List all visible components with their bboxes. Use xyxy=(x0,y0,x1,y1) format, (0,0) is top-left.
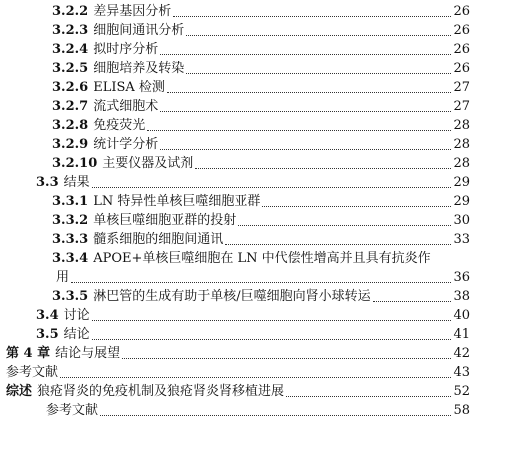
toc-page-number: 29 xyxy=(453,194,470,209)
toc-entry-title: 结论 xyxy=(63,327,90,342)
toc-entry-label xyxy=(52,137,158,152)
toc-page-number: 41 xyxy=(453,327,470,342)
toc-page-number: 52 xyxy=(453,384,470,399)
toc-entry-label xyxy=(52,251,431,266)
toc-page-number: 26 xyxy=(453,42,470,57)
toc-page-number: 30 xyxy=(453,213,470,228)
toc-page-number: 28 xyxy=(453,118,470,133)
toc-entry-title: 细胞培养及转染 xyxy=(93,61,185,76)
toc-page-number: 28 xyxy=(453,137,470,152)
toc-entry-number: 3.3 xyxy=(36,175,59,190)
toc-entry-number: 3.5 xyxy=(36,327,59,342)
toc-entry-title: 淋巴管的生成有助于单核/巨噬细胞向肾小球转运 xyxy=(93,289,371,304)
toc-page-number: 58 xyxy=(453,403,470,418)
toc-entry-number: 第 4 章 xyxy=(6,346,51,361)
toc-entry-label xyxy=(52,156,193,171)
dot-leader xyxy=(262,206,451,207)
toc-entry-title: 参考文献 xyxy=(6,365,59,380)
dot-leader xyxy=(100,415,451,416)
dot-leader xyxy=(92,187,451,188)
toc-page-number: 26 xyxy=(453,61,470,76)
toc-entry[interactable] xyxy=(52,2,470,21)
toc-entry[interactable] xyxy=(52,40,470,59)
toc-entry-title: 统计学分析 xyxy=(93,137,159,152)
toc-entry-title: 狼疮肾炎的免疫机制及狼疮肾炎肾移植进展 xyxy=(37,384,285,399)
toc-entry-number: 3.2.3 xyxy=(52,23,89,38)
toc-entry[interactable] xyxy=(52,59,470,78)
dot-leader xyxy=(160,111,451,112)
toc-entry-number: 3.2.9 xyxy=(52,137,89,152)
toc-entry[interactable] xyxy=(6,382,470,401)
toc-entry-label xyxy=(36,308,90,323)
toc-entry[interactable] xyxy=(6,344,470,363)
toc-entry-continuation[interactable] xyxy=(56,268,470,287)
toc-entry[interactable] xyxy=(52,211,470,230)
dot-leader xyxy=(186,35,451,36)
toc-entry-label xyxy=(52,99,158,114)
toc-entry-label xyxy=(52,4,171,19)
dot-leader xyxy=(160,149,451,150)
toc-entry-label xyxy=(6,384,284,399)
toc-entry[interactable] xyxy=(52,21,470,40)
dot-leader xyxy=(186,73,451,74)
toc-entry-label xyxy=(52,42,158,57)
toc-page-number: 28 xyxy=(453,156,470,171)
toc-entry[interactable] xyxy=(52,154,470,173)
dot-leader xyxy=(160,54,451,55)
toc-entry-title: 结果 xyxy=(63,175,90,190)
toc-entry[interactable] xyxy=(52,287,470,306)
toc-entry[interactable] xyxy=(52,230,470,249)
toc-entry[interactable] xyxy=(36,173,470,192)
toc-entry-number: 3.2.10 xyxy=(52,156,98,171)
dot-leader xyxy=(373,301,451,302)
toc-entry-label xyxy=(52,80,165,95)
toc-entry-number: 3.2.7 xyxy=(52,99,89,114)
toc-entry-label xyxy=(52,23,184,38)
toc-entry[interactable] xyxy=(52,78,470,97)
dot-leader xyxy=(167,92,451,93)
toc-entry-number: 3.3.3 xyxy=(52,232,89,247)
toc-page-number: 33 xyxy=(453,232,470,247)
toc-page-number: 27 xyxy=(453,99,470,114)
toc-entry-label xyxy=(6,365,58,380)
toc-entry-label xyxy=(46,403,98,418)
toc-entry-title-continuation: 用 xyxy=(56,270,70,285)
toc-entry-title: 主要仪器及试剂 xyxy=(102,156,194,171)
toc-entry-number: 综述 xyxy=(6,384,33,399)
dot-leader xyxy=(225,244,451,245)
toc-entry-label xyxy=(52,213,236,228)
toc-page-number: 42 xyxy=(453,346,470,361)
toc-entry-title: LN 特异性单核巨噬细胞亚群 xyxy=(93,194,261,209)
toc-entry-number: 3.2.6 xyxy=(52,80,89,95)
toc-entry-title: 差异基因分析 xyxy=(93,4,172,19)
toc-entry[interactable] xyxy=(52,135,470,154)
toc-page-number: 36 xyxy=(453,270,470,285)
dot-leader xyxy=(286,396,451,397)
toc-page-number: 38 xyxy=(453,289,470,304)
toc-entry-label xyxy=(52,289,371,304)
toc-entry-number: 3.2.4 xyxy=(52,42,89,57)
toc-entry[interactable] xyxy=(36,325,470,344)
toc-entry-title: 细胞间通讯分析 xyxy=(93,23,185,38)
toc-entry[interactable] xyxy=(6,363,470,382)
toc-entry-number: 3.2.2 xyxy=(52,4,89,19)
toc-page-number: 29 xyxy=(453,175,470,190)
toc-entry-number: 3.2.5 xyxy=(52,61,89,76)
toc-entry[interactable] xyxy=(52,192,470,211)
toc-entry-title: 单核巨噬细胞亚群的投射 xyxy=(93,213,237,228)
toc-entry-title: 髓系细胞的细胞间通讯 xyxy=(93,232,224,247)
toc-entry-title: 流式细胞术 xyxy=(93,99,159,114)
dot-leader xyxy=(195,168,451,169)
dot-leader xyxy=(92,339,451,340)
dot-leader xyxy=(147,130,451,131)
toc-entry-title: 讨论 xyxy=(63,308,90,323)
toc-entry-label xyxy=(6,346,120,361)
toc-entry-title: 结论与展望 xyxy=(55,346,121,361)
toc-entry-title: 免疫荧光 xyxy=(93,118,146,133)
dot-leader xyxy=(92,320,451,321)
toc-entry-title: 拟时序分析 xyxy=(93,42,159,57)
toc-entry-label xyxy=(36,327,90,342)
toc-page-number: 40 xyxy=(453,308,470,323)
toc-entry-label xyxy=(36,175,90,190)
toc-entry[interactable] xyxy=(52,249,470,268)
toc-entry[interactable] xyxy=(52,97,470,116)
toc-page-number: 26 xyxy=(453,4,470,19)
toc-page-number: 26 xyxy=(453,23,470,38)
toc-entry-label xyxy=(52,232,223,247)
toc-entry[interactable] xyxy=(46,401,470,420)
toc-entry-title: APOE+单核巨噬细胞在 LN 中代偿性增高并且具有抗炎作 xyxy=(93,251,431,266)
toc-entry-number: 3.3.1 xyxy=(52,194,89,209)
toc-page-number: 27 xyxy=(453,80,470,95)
toc-entry[interactable] xyxy=(52,116,470,135)
dot-leader xyxy=(173,16,451,17)
toc-entry-number: 3.3.5 xyxy=(52,289,89,304)
toc-entry-title: ELISA 检测 xyxy=(93,80,165,95)
toc-entry[interactable] xyxy=(36,306,470,325)
toc-entry-number: 3.3.2 xyxy=(52,213,89,228)
toc-entry-number: 3.4 xyxy=(36,308,59,323)
dot-leader xyxy=(71,282,451,283)
toc-entry-label xyxy=(52,118,145,133)
toc-entry-title: 参考文献 xyxy=(46,403,99,418)
toc-entry-label xyxy=(52,61,184,76)
toc-entry-label xyxy=(52,194,260,209)
dot-leader xyxy=(238,225,451,226)
dot-leader xyxy=(122,358,451,359)
dot-leader xyxy=(60,377,451,378)
toc-entry-number: 3.2.8 xyxy=(52,118,89,133)
toc-entry-number: 3.3.4 xyxy=(52,251,89,266)
toc-page-number: 43 xyxy=(453,365,470,380)
